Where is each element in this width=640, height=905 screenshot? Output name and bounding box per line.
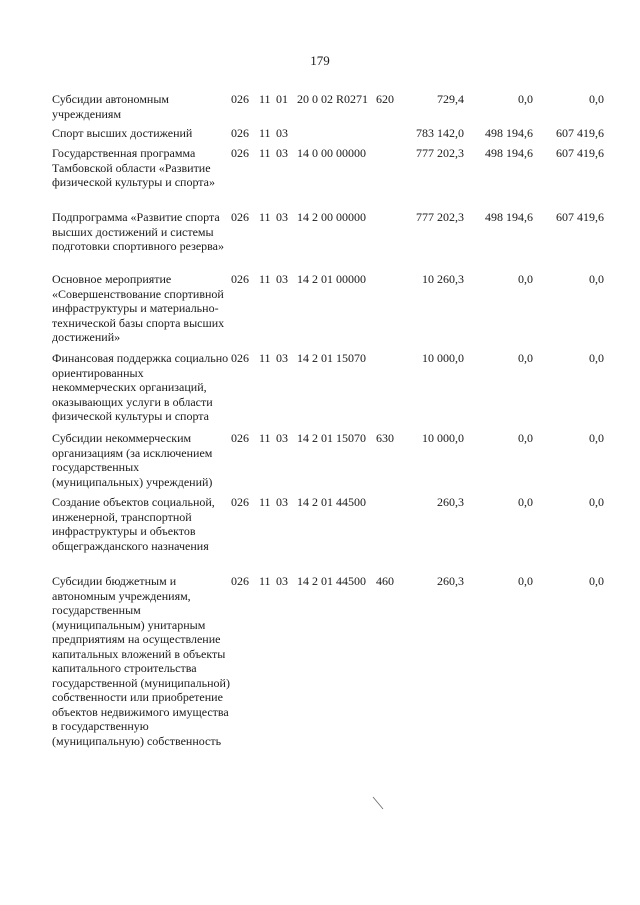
row-vr: 630	[376, 431, 394, 445]
row-value-1: 260,3	[437, 574, 464, 588]
row-pr: 03	[276, 126, 288, 140]
row-value-2: 0,0	[518, 495, 533, 509]
row-value-1: 783 142,0	[416, 126, 464, 140]
row-value-2: 498 194,6	[485, 126, 533, 140]
scan-mark	[372, 796, 384, 810]
row-csr: 14 2 01 44500	[297, 574, 366, 588]
row-value-3: 607 419,6	[556, 146, 604, 160]
row-name: Субсидии некоммерческим организациям (за исключением государственных (муниципальных) учреждений)	[52, 431, 213, 489]
row-name: Создание объектов социальной, инженерной, транспортной инфраструктуры и объектов общегражданского назначения	[52, 495, 215, 553]
row-csr: 14 2 00 00000	[297, 210, 366, 224]
row-pr: 03	[276, 351, 288, 365]
row-pr: 03	[276, 272, 288, 286]
row-pr: 03	[276, 146, 288, 160]
row-value-2: 0,0	[518, 272, 533, 286]
row-vr: 460	[376, 574, 394, 588]
row-pr: 01	[276, 92, 288, 106]
row-name: Субсидии автономным учреждениям	[52, 92, 169, 121]
row-value-3: 0,0	[589, 92, 604, 106]
row-ved: 026	[231, 574, 249, 588]
row-value-1: 10 260,3	[422, 272, 464, 286]
row-csr: 14 0 00 00000	[297, 146, 366, 160]
row-ved: 026	[231, 495, 249, 509]
row-value-2: 0,0	[518, 351, 533, 365]
row-rz: 11	[259, 574, 271, 588]
row-value-2: 0,0	[518, 92, 533, 106]
row-value-3: 0,0	[589, 574, 604, 588]
row-pr: 03	[276, 495, 288, 509]
row-ved: 026	[231, 146, 249, 160]
row-ved: 026	[231, 351, 249, 365]
row-rz: 11	[259, 92, 271, 106]
row-rz: 11	[259, 210, 271, 224]
row-value-3: 607 419,6	[556, 126, 604, 140]
row-ved: 026	[231, 126, 249, 140]
row-value-1: 10 000,0	[422, 351, 464, 365]
row-value-3: 0,0	[589, 431, 604, 445]
row-name: Финансовая поддержка социально ориентированных некоммерческих организаций, оказывающих услуги в области физической культуры и спорта	[52, 351, 229, 423]
row-vr: 620	[376, 92, 394, 106]
row-value-1: 10 000,0	[422, 431, 464, 445]
row-value-1: 260,3	[437, 495, 464, 509]
row-ved: 026	[231, 92, 249, 106]
row-value-1: 729,4	[437, 92, 464, 106]
row-csr: 20 0 02 R0271	[297, 92, 369, 106]
row-name: Основное мероприятие «Совершенствование спортивной инфраструктуры и материально-технической базы спорта высших достижений»	[52, 272, 225, 344]
row-name: Государственная программа Тамбовской области «Развитие физической культуры и спорта»	[52, 146, 216, 189]
row-csr: 14 2 01 15070	[297, 351, 366, 365]
row-pr: 03	[276, 574, 288, 588]
row-value-2: 498 194,6	[485, 210, 533, 224]
row-value-2: 498 194,6	[485, 146, 533, 160]
row-value-3: 607 419,6	[556, 210, 604, 224]
row-ved: 026	[231, 431, 249, 445]
row-name: Подпрограмма «Развитие спорта высших достижений и системы подготовки спортивного резерва»	[52, 210, 224, 253]
page-number: 179	[310, 53, 330, 68]
row-ved: 026	[231, 210, 249, 224]
row-value-2: 0,0	[518, 431, 533, 445]
row-rz: 11	[259, 495, 271, 509]
row-pr: 03	[276, 210, 288, 224]
row-value-3: 0,0	[589, 495, 604, 509]
row-name: Субсидии бюджетным и автономным учреждениям, государственным (муниципальным) унитарным предприятиям на осуществление капитальных вложений в объекты капитального строительства государственной (муниципальной) собственности или приобретение объектов недвижимого имущества в государственную (муниципальную) собственность	[52, 574, 230, 748]
row-pr: 03	[276, 431, 288, 445]
row-value-3: 0,0	[589, 351, 604, 365]
row-value-1: 777 202,3	[416, 146, 464, 160]
row-name: Спорт высших достижений	[52, 126, 193, 140]
row-csr: 14 2 01 44500	[297, 495, 366, 509]
row-value-1: 777 202,3	[416, 210, 464, 224]
row-value-3: 0,0	[589, 272, 604, 286]
row-value-2: 0,0	[518, 574, 533, 588]
row-rz: 11	[259, 431, 271, 445]
row-rz: 11	[259, 126, 271, 140]
row-rz: 11	[259, 272, 271, 286]
row-csr: 14 2 01 15070	[297, 431, 366, 445]
row-csr: 14 2 01 00000	[297, 272, 366, 286]
row-rz: 11	[259, 146, 271, 160]
row-ved: 026	[231, 272, 249, 286]
row-rz: 11	[259, 351, 271, 365]
